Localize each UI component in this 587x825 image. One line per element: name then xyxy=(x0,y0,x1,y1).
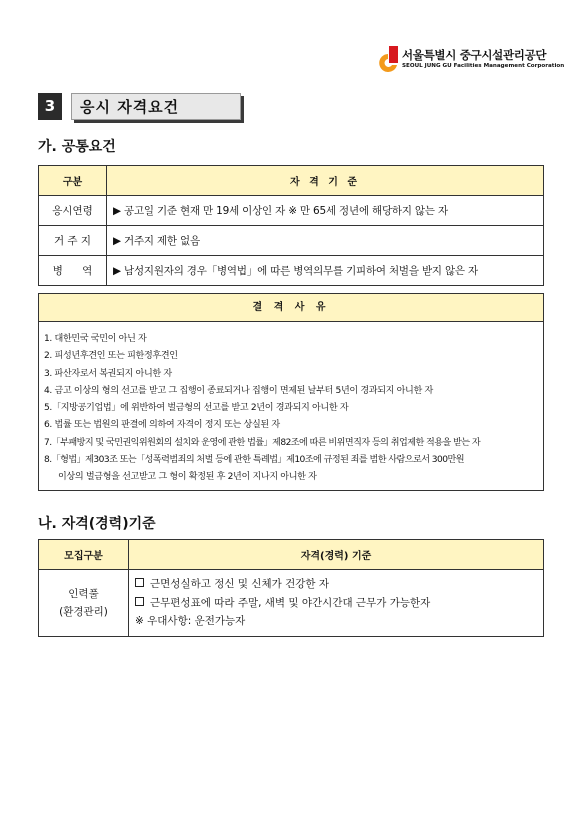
row-label-residence: 거 주 지 xyxy=(39,226,107,256)
disqualification-box xyxy=(38,293,544,491)
table-row xyxy=(39,570,544,637)
list-item: 1. 대한민국 국민이 아닌 자 xyxy=(44,334,147,344)
header-category: 구분 xyxy=(39,166,107,196)
common-heading: 가. 공통요건 xyxy=(38,139,116,155)
checkbox-square-icon xyxy=(135,597,144,606)
org-name-en: SEOUL JUNG GU Facilities Management Corporation xyxy=(402,63,565,69)
table-row xyxy=(39,196,544,226)
org-logo-icon xyxy=(378,46,400,74)
table-row xyxy=(39,256,544,286)
header-recruit-category: 모집구분 xyxy=(39,540,129,570)
list-item-continuation: 이상의 벌금형을 선고받고 그 형이 확정된 후 2년이 지나지 아니한 자 xyxy=(58,472,317,483)
list-item: 3. 파산자로서 복권되지 아니한 자 xyxy=(44,368,172,379)
section-number: 3 xyxy=(38,93,62,120)
org-logo xyxy=(378,46,565,76)
recruit-category-sub: (환경관리) xyxy=(59,606,108,618)
list-item: 5.「지방공기업법」에 위반하여 벌금형의 선고를 받고 2년이 경과되지 아니한 자 xyxy=(44,403,349,414)
section-title: 응시 자격요건 xyxy=(80,98,180,116)
header-criteria: 자격(경력) 기준 xyxy=(129,540,544,570)
qualification-heading: 나. 자격(경력)기준 xyxy=(38,516,156,532)
qualification-table xyxy=(38,539,544,637)
org-name-ko: 서울특별시 중구시설관리공단 xyxy=(402,48,547,62)
criteria-note: ※ 우대사항: 운전가능자 xyxy=(135,615,246,628)
row-label-age: 응시연령 xyxy=(39,196,107,226)
row-label-military: 병 역 xyxy=(39,256,107,286)
disqualification-list xyxy=(44,331,480,487)
checkbox-square-icon xyxy=(135,578,144,587)
header-requirement: 자 격 기 준 xyxy=(107,166,544,196)
recruit-category-name: 인력풀 xyxy=(68,588,99,600)
table-row xyxy=(39,226,544,256)
list-item: 4. 금고 이상의 형의 선고를 받고 그 집행이 종료되거나 집행이 면제된 날부터 5년이 경과되지 아니한 자 xyxy=(44,385,433,396)
disqualification-heading: 결 격 사 유 xyxy=(39,294,543,322)
row-text-age: ▶ 공고일 기준 현재 만 19세 이상인 자 ※ 만 65세 정년에 해당하지 않는 자 xyxy=(107,196,544,226)
common-requirements-table xyxy=(38,165,544,286)
criteria-item: 근무편성표에 따라 주말, 새벽 및 야간시간대 근무가 가능한자 xyxy=(135,594,543,613)
list-item: 7.「부패방지 및 국민권익위원회의 설치와 운영에 관한 법률」제82조에 따른 비위면직자 등의 취업제한 적용을 받는 자 xyxy=(44,437,481,448)
section-title-box xyxy=(71,93,241,120)
criteria-cell xyxy=(129,570,544,637)
criteria-item: 근면성실하고 정신 및 신체가 건강한 자 xyxy=(135,575,543,594)
row-text-military: ▶ 남성지원자의 경우「병역법」에 따른 병역의무를 기피하여 처벌을 받지 않은 자 xyxy=(107,256,544,286)
recruit-category-cell xyxy=(39,570,129,637)
list-item: 8.「형법」제303조 또는「성폭력범죄의 처벌 등에 관한 특례법」제10조에 규정된 죄를 범한 사람으로서 300만원 xyxy=(44,455,464,466)
list-item: 6. 법률 또는 법원의 판결에 의하여 자격이 정지 또는 상실된 자 xyxy=(44,420,280,431)
row-text-residence: ▶ 거주지 제한 없음 xyxy=(107,226,544,256)
list-item: 2. 피성년후견인 또는 피한정후견인 xyxy=(44,351,178,362)
